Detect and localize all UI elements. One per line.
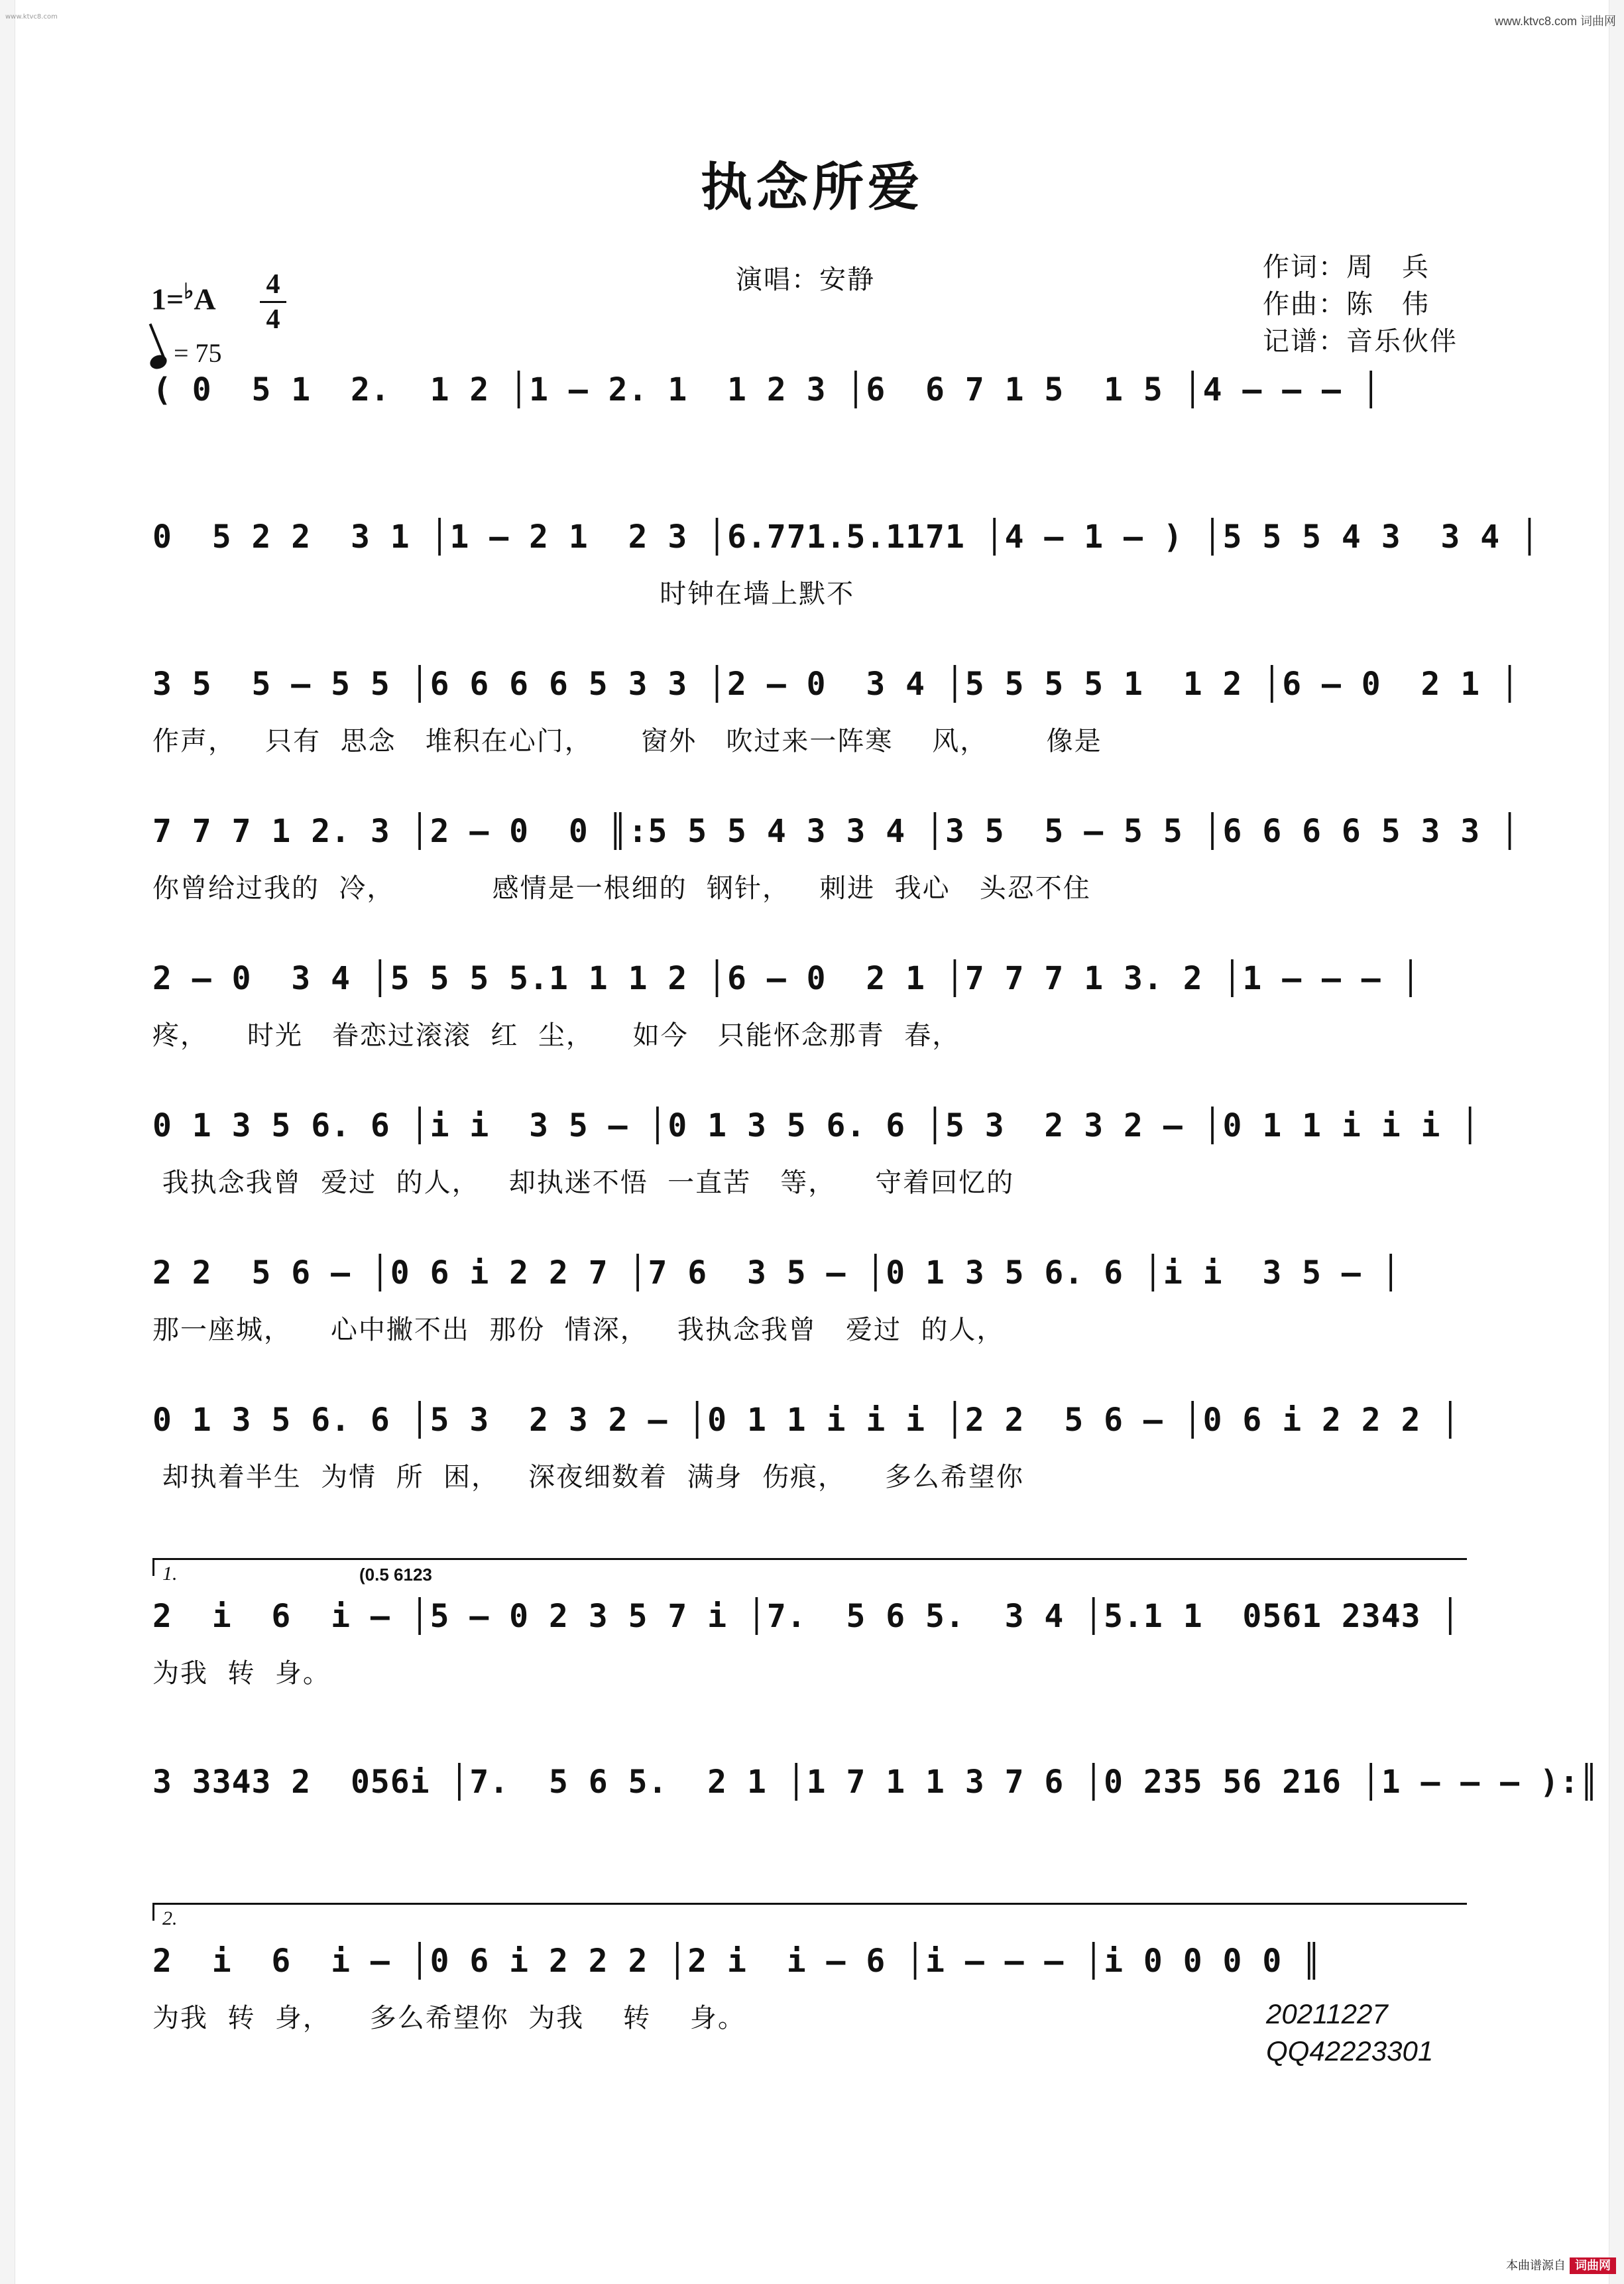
lyric-line: 为我 转 身。: [152, 1658, 331, 1689]
score-row: [152, 1402, 1478, 1494]
first-ending-label: 1.: [162, 1563, 178, 1585]
lyric-line: 却执着半生 为情 所 困， 深夜细数着 满身 伤痕， 多么希望你: [152, 1462, 1024, 1492]
lyric-line: 我执念我曾 爱过 的人， 却执迷不悟 一直苦 等， 守着回忆的: [152, 1168, 1015, 1198]
notation-line: 3 3343 2 056i │7. 5 6 5. 2 1 │1 7 1 1 3 7 6 │0 235 56 216 │1 – – – ):║: [152, 1764, 1599, 1801]
score-row: [152, 518, 1540, 611]
transcription-stamp: [1266, 1996, 1433, 2070]
second-ending-bracket: [152, 1903, 1467, 1929]
tempo-marking: [150, 337, 222, 369]
score-row: [152, 1764, 1599, 1818]
footer-ad[interactable]: [1506, 2256, 1616, 2273]
lyric-line: 作声， 只有 思念 堆积在心门， 窗外 吹过来一阵寒 风， 像是: [152, 726, 1102, 756]
score-row: [152, 1254, 1478, 1347]
time-signature: [260, 269, 286, 335]
song-title: 执念所爱: [700, 157, 923, 217]
notation-line: ( 0 5 1 2. 1 2 │1 – 2. 1 1 2 3 │6 6 7 1 5 1 5 │4 – – – │: [152, 371, 1381, 408]
lyric-line: 那一座城， 心中撇不出 那份 情深， 我执念我曾 爱过 的人，: [152, 1315, 1005, 1345]
time-sig-divider: [260, 301, 286, 303]
lyric-line: 时钟在墙上默不: [152, 579, 855, 609]
notation-line: 3 5 5 – 5 5 │6 6 6 6 5 3 3 │2 – 0 3 4 │5 5 5 5 1 1 2 │6 – 0 2 1 │: [152, 666, 1520, 703]
footer-ad-brand: 词曲网: [1570, 2257, 1616, 2274]
lyric-line: 为我 转 身， 多么希望你 为我 转 身。: [152, 2003, 746, 2033]
score-row: [152, 371, 1478, 426]
key-signature: [151, 278, 216, 316]
score-row: [152, 960, 1478, 1052]
tempo-value: = 75: [174, 337, 222, 368]
transcriber-credit: 记谱：音乐伙伴: [1263, 326, 1458, 357]
score-row: [152, 1598, 1478, 1690]
notation-line: 7 7 7 1 2. 3 │2 – 0 0 ║:5 5 5 4 3 3 4 │3 5 5 – 5 5 │6 6 6 6 5 3 3 │: [152, 813, 1520, 850]
score-row: [152, 666, 1520, 758]
source-url[interactable]: www.ktvc8.com 词曲网: [1494, 15, 1616, 28]
lyric-line: 疼， 时光 眷恋过滚滚 红 尘， 如今 只能怀念那青 春，: [152, 1020, 960, 1051]
score-row: [152, 813, 1520, 905]
notation-line: 2 2 5 6 – │0 6 i 2 2 7 │7 6 3 5 – │0 1 3 5 6. 6 │i i 3 5 – │: [152, 1254, 1401, 1292]
first-ending-bracket: [152, 1558, 1467, 1585]
key-prefix: 1=: [151, 282, 184, 316]
time-sig-bottom: 4: [266, 304, 280, 335]
composer-credit: 作曲：陈 伟: [1263, 289, 1430, 320]
right-margin-strip: [1609, 0, 1624, 2284]
left-margin-strip: [0, 0, 15, 2284]
notation-line: 0 5 2 2 3 1 │1 – 2 1 2 3 │6.771.5.1171 │4 – 1 – ) │5 5 5 4 3 3 4 │: [152, 518, 1540, 556]
singer-credit: 演唱：安静: [736, 265, 875, 295]
corner-watermark: www.ktvc8.com: [5, 13, 58, 21]
transcriber-qq: QQ42223301: [1266, 2035, 1434, 2067]
time-sig-top: 4: [266, 269, 280, 300]
key-letter: A: [194, 282, 216, 316]
notation-line: 2 – 0 3 4 │5 5 5 5.1 1 1 2 │6 – 0 2 1 │7 7 7 1 3. 2 │1 – – – │: [152, 960, 1421, 997]
notation-line: 2 i 6 i – │5 – 0 2 3 5 7 i │7. 5 6 5. 3 4 │5.1 1 0561 2343 │: [152, 1598, 1461, 1635]
lyricist-credit: 作词：周 兵: [1263, 252, 1430, 282]
notation-line: 0 1 3 5 6. 6 │i i 3 5 – │0 1 3 5 6. 6 │5 3 2 3 2 – │0 1 1 i i i │: [152, 1107, 1481, 1144]
credits-block: [1263, 249, 1458, 360]
quarter-note-icon: [148, 353, 169, 371]
second-ending-label: 2.: [162, 1907, 178, 1929]
lyric-line: 你曾给过我的 冷， 感情是一根细的 钢针， 刺进 我心 头忍不住: [152, 873, 1091, 904]
footer-ad-label: 本曲谱源自: [1506, 2259, 1566, 2273]
notation-line: 2 i 6 i – │0 6 i 2 2 2 │2 i i – 6 │i – – – │i 0 0 0 0 ║: [152, 1943, 1322, 1980]
score-row: [152, 1107, 1481, 1199]
notation-line: 0 1 3 5 6. 6 │5 3 2 3 2 – │0 1 1 i i i │2 2 5 6 – │0 6 i 2 2 2 │: [152, 1402, 1461, 1439]
flat-icon: ♭: [184, 279, 194, 303]
transcription-date: 20211227: [1266, 1998, 1388, 2029]
grace-notes: (0.5 6123: [359, 1565, 432, 1585]
